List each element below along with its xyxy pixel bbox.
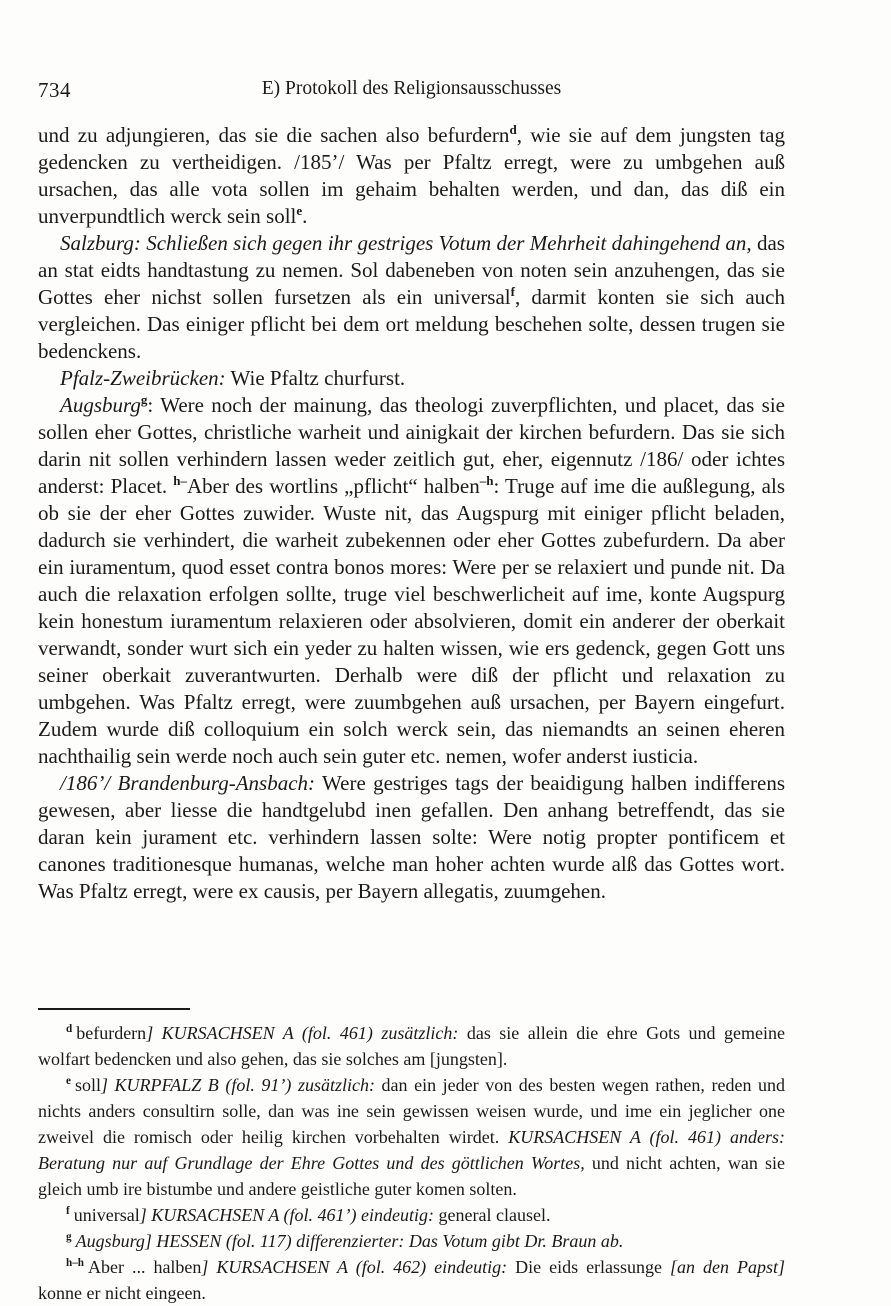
text-run: KURSACHSEN A (fol. 461) anders: Beratung nur auf Grundlage der Ehre Gottes und des göttlichen Wortes, [38, 1127, 785, 1173]
text-run: . [302, 204, 308, 228]
text-run: ] KURSACHSEN A (fol. 462) eindeutig: [201, 1257, 508, 1277]
text-run: ] KURSACHSEN A (fol. 461) zusätzlich: [146, 1023, 459, 1043]
footnote [38, 1202, 785, 1228]
text-run: universal [73, 1205, 140, 1225]
text-run: Aber des wortlins „pflicht“ halben [187, 474, 480, 498]
body-paragraph [38, 230, 785, 365]
text-run: [an den Papst] [670, 1257, 785, 1277]
running-head: E) Protokoll des Religionsausschusses [261, 78, 562, 99]
footnote [38, 1228, 785, 1254]
text-run: Pfalz-Zweibrücken: [60, 366, 226, 390]
footnote-marker: g [66, 1231, 72, 1243]
text-run: das an stat eidts handtastung zu nemen. Sol dabeneben von noten sein anzuhengen, das sie Gottes eher nichst sollen fursetzen als ein universal [38, 231, 785, 309]
text-run: dan ein jeder von des besten wegen rathen, reden und nichts anders consultirn solle, dan was ine sein gewissen weisen wurde, und ime ein jeglicher one zweivel die romisch oder heilig kirchen vorbehalten wirdet. [38, 1075, 786, 1147]
text-run: : Truge auf ime die außlegung, als ob sie der eher Gottes zuwider. Wuste nit, das Augspurg mit einiger pflicht beladen, dadurch sie verhindert, die warheit zubekennen oder eher Gottes zubefurdern. Da aber ein iuramentum, quod esset contra bonos mores: Were per se relaxiert und punde nit. Da auch die relaxation erfolgen sollte, truge viel beschwerlicheit auf ime, konte Augspurg kein honestum iuramentum relaxieren oder absolvieren, domit ein anderer der oberkait verwandt, sonder wurt sich ein yeder zu halten wissen, wie ers gedenck, gegen Gott uns seiner oberkait zuverantwurten. Derhalb were diß der pflicht und relaxation zu umbgehen. Was Pfaltz erregt, were zuumbgehen auß ursachen, per Bayern eingefurt. Zudem wurde diß colloquium ein solch werck sein, das niemandts an seinen eheren nachthailig sein werde noch auch sein guter etc. nemen, wofer anderst iusticia. [38, 474, 785, 768]
text-run: Augsburg [60, 393, 141, 417]
footnote-marker: h–h [66, 1257, 84, 1269]
footnote-marker: e [296, 203, 303, 218]
text-run: : Were noch der mainung, das theologi zuverpflichten, und placet, das sie sollen eher Gottes, christliche warheit und ainigkait der kirchen befurdern. Das sie sich darin nit sollen verhindern lassen weder zeitlich gut, eher, eigennutz /186/ oder ichtes anderst: Placet. [38, 393, 785, 498]
page-header [38, 78, 785, 104]
text-run: und zu adjungieren, das sie die sachen also befurdern [38, 123, 510, 147]
text-run: soll [74, 1075, 101, 1095]
footnotes-section [38, 1020, 785, 1306]
page-number: 734 [38, 78, 71, 102]
text-run: Salzburg: Schließen sich gegen ihr gestriges Votum der Mehrheit dahingehend an, [60, 231, 752, 255]
footnote-area [38, 1008, 785, 1306]
main-text-block [38, 122, 785, 905]
footnote [38, 1072, 785, 1202]
text-run: Aber ... halben [88, 1257, 202, 1277]
text-run: /186’/ Brandenburg-Ansbach: [60, 771, 316, 795]
text-run: ] KURPFALZ B (fol. 91’) zusätzlich: [100, 1075, 375, 1095]
text-run: Were gestriges tags der beaidigung halben indifferens gewesen, aber liesse die handtgelubd inen gefallen. Den anhang betreffendt, das sie daran kein jurament etc. verhindern lassen solte: Were notig propter pontificem et canones traditionesque humanas, welche man hoher achten wurde alß das Gottes wort. Was Pfaltz erregt, were ex causis, per Bayern allegatis, zuumgehen. [38, 771, 785, 903]
body-paragraph [38, 392, 785, 770]
text-run: konne er nicht eingeen. [38, 1283, 206, 1303]
footnote-marker: d [66, 1023, 73, 1035]
text-run: , wie sie auf dem jungsten tag gedencken zu vertheidigen. /185’/ Was per Pfaltz erregt, were zu umbgehen auß ursachen, das alle vota sollen im gehaim behalten werden, und dan, das diß ein unverpundtlich werck sein soll [38, 123, 785, 228]
text-run: ] KURSACHSEN A (fol. 461’) eindeutig: [139, 1205, 435, 1225]
body-paragraph [38, 365, 785, 392]
footnote-marker: h– [173, 473, 188, 488]
footnote-marker: f [510, 284, 515, 299]
footnote-marker: d [509, 122, 517, 137]
footnote-marker: f [66, 1205, 70, 1217]
footnote-marker: e [66, 1075, 71, 1087]
text-run: Wie Pfaltz churfurst. [225, 366, 406, 390]
text-run: und nicht achten, wan sie gleich umb ire bistumbe und andere geistliche guter komen solten. [38, 1153, 785, 1199]
body-paragraph [38, 122, 785, 230]
footnote-marker: g [140, 392, 148, 407]
text-run: , darmit konten sie sich auch vergleichen. Das einiger pflicht bei dem ort meldung beschehen solte, dessen trugen sie bedenckens. [38, 285, 785, 363]
footnote-marker: –h [479, 473, 494, 488]
text-run: Die eids erlassunge [507, 1257, 671, 1277]
footnote [38, 1020, 785, 1072]
text-run: befurdern [76, 1023, 147, 1043]
text-run: Augsburg] HESSEN (fol. 117) differenzierter: Das Votum gibt Dr. Braun ab. [75, 1231, 624, 1251]
footnote [38, 1254, 785, 1306]
text-run: das sie allein die ehre Gots und gemeine wolfart bedencken und also gehen, das sie solches am [jungsten]. [38, 1023, 785, 1069]
footnote-separator-rule [38, 1008, 190, 1010]
body-paragraph [38, 770, 785, 905]
text-run: general clausel. [434, 1205, 551, 1225]
